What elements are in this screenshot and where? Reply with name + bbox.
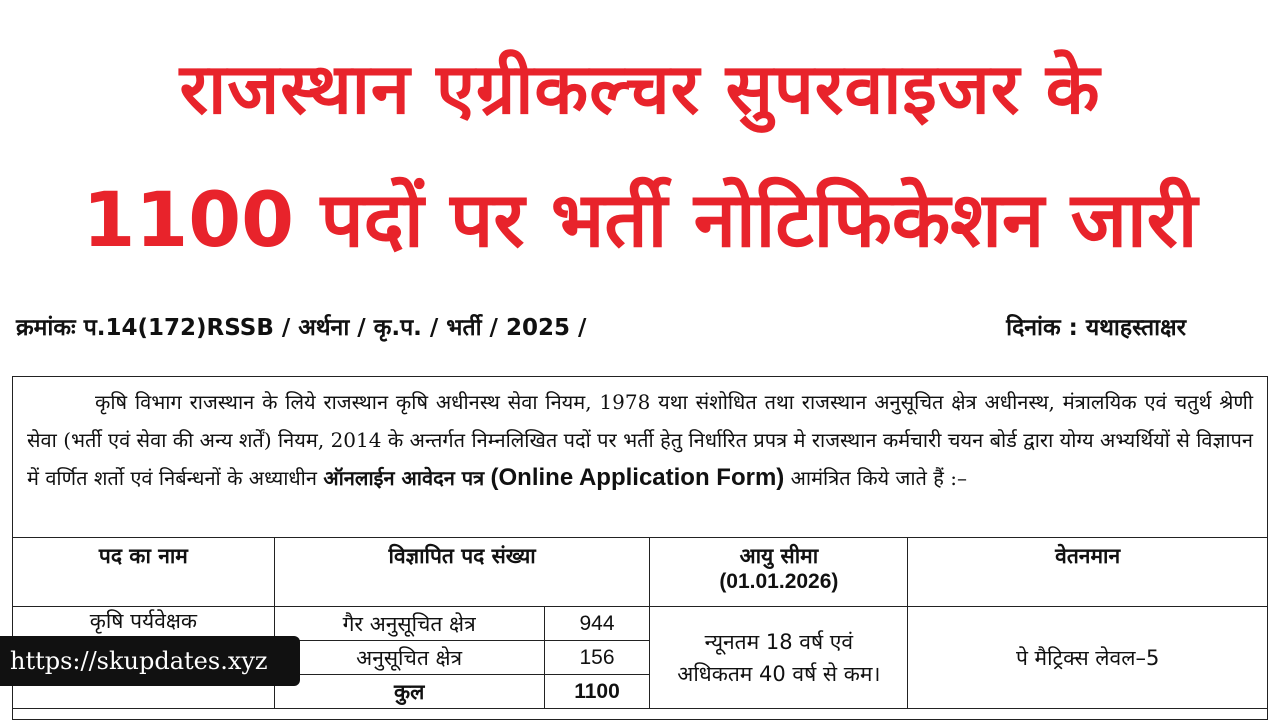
watermark-url: https://skupdates.xyz: [0, 636, 300, 686]
reference-date: दिनांक : यथाहस्ताक्षर: [1006, 315, 1186, 341]
notice-online-form-english: (Online Application Form): [490, 464, 785, 491]
header-posts-count: विज्ञापित पद संख्या: [274, 538, 650, 607]
reference-number: क्रमांकः प.14(172)RSSB / अर्थना / कृ.प. / भर्ती / 2025 /: [16, 315, 587, 341]
cell-age-limit: न्यूनतम 18 वर्ष एवं अधिकतम 40 वर्ष से कम।: [650, 607, 908, 709]
notice-paragraph: [13, 377, 1267, 497]
headline-line-1: राजस्थान एग्रीकल्चर सुपरवाइजर के: [179, 48, 1101, 130]
cell-pay-scale: पे मैट्रिक्स लेवल–5: [908, 607, 1268, 709]
notice-text-part1: कृषि विभाग राजस्थान के लिये राजस्थान कृषि अधीनस्थ सेवा नियम, 1978 यथा संशोधित तथा राजस्थान अनुसूचित क्षेत्र अधीनस्थ, मंत्रालयिक एवं चतुर्थ श्रेणी सेवा (भर्ती एवं सेवा की अन्य शर्तें) नियम, 2014 के अन्तर्गत निम्नलिखित पदों पर भर्ती हेतु निर्धारित प्रपत्र मे राजस्थान कर्मचारी चयन बोर्ड द्वारा योग्य अभ्यर्थियों से विज्ञापन में वर्णित शर्तो एवं निर्बन्धनों के अध्याधीन: [27, 390, 1253, 490]
notice-text-part2: आमंत्रित किये जाते हैं :–: [790, 466, 968, 490]
reference-line: [16, 306, 1246, 346]
table-header-row: [13, 538, 1268, 607]
header-age-date: (01.01.2026): [719, 570, 839, 593]
cell-count: 156: [544, 641, 650, 675]
cell-total-label: कुल: [274, 675, 544, 709]
header-pay-scale: वेतनमान: [908, 538, 1268, 607]
cell-total-count: 1100: [544, 675, 650, 709]
headline-line-2: 1100 पदों पर भर्ती नोटिफिकेशन जारी: [82, 175, 1198, 264]
cell-count: 944: [544, 607, 650, 641]
notice-online-form-hindi: ऑनलाईन आवेदन पत्र: [323, 466, 485, 490]
cell-area: गैर अनुसूचित क्षेत्र: [274, 607, 544, 641]
header-age-limit: [650, 538, 908, 607]
cell-post-name: कृषि पर्यवेक्षक: [13, 607, 275, 641]
cell-area: अनुसूचित क्षेत्र: [274, 641, 544, 675]
header-post-name: पद का नाम: [13, 538, 275, 607]
header-age-label: आयु सीमा: [739, 544, 819, 568]
